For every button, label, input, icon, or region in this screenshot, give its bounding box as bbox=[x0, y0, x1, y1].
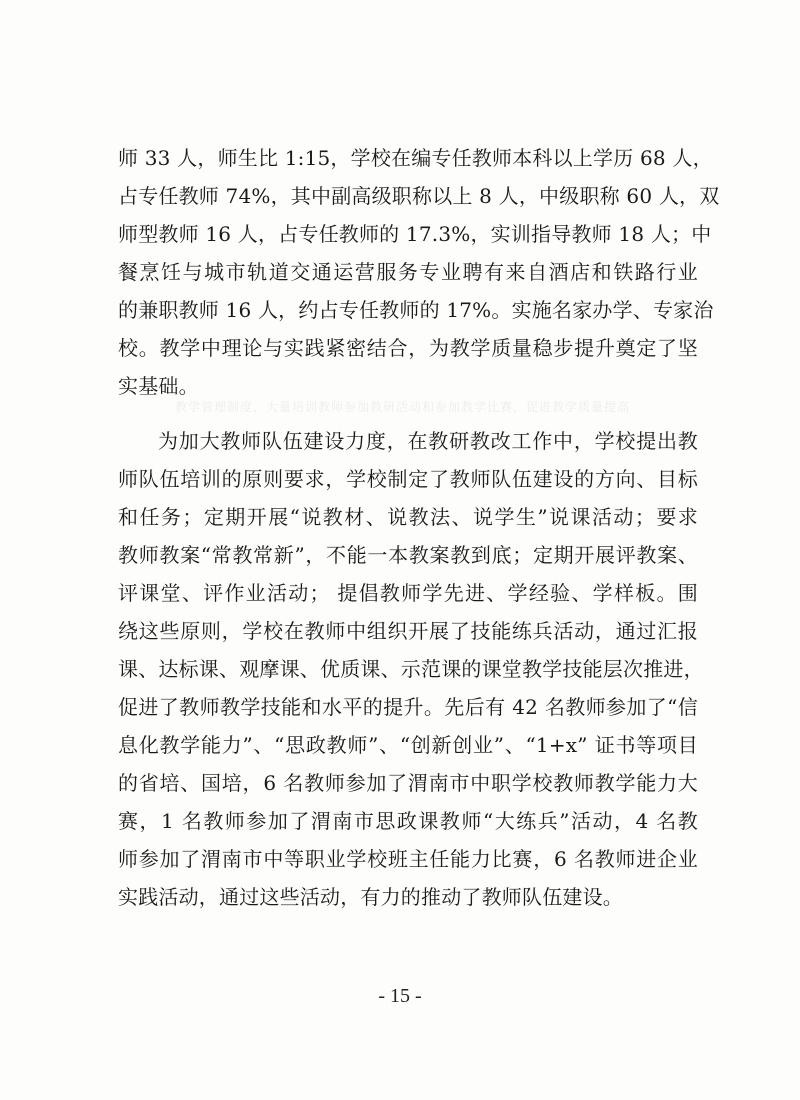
text-line: 师参加了渭南市中等职业学校班主任能力比赛，6 名教师进企业 bbox=[118, 847, 698, 871]
text-line: 绕这些原则，学校在教师中组织开展了技能练兵活动，通过汇报 bbox=[118, 619, 698, 643]
text-line: 为加大教师队伍建设力度，在教研教改工作中，学校提出教 bbox=[158, 429, 698, 453]
text-line: 评课堂、评作业活动； 提倡教师学先进、学经验、学样板。围 bbox=[118, 581, 698, 605]
text-line: 实践活动，通过这些活动，有力的推动了教师队伍建设。 bbox=[118, 885, 623, 909]
text-line: 教师教案“常教常新”，不能一本教案教到底；定期开展评教案、 bbox=[118, 543, 698, 567]
text-line: 餐烹饪与城市轨道交通运营服务专业聘有来自酒店和铁路行业 bbox=[118, 260, 698, 284]
text-line: 师队伍培训的原则要求，学校制定了教师队伍建设的方向、目标 bbox=[118, 467, 698, 491]
text-line: 校。教学中理论与实践紧密结合，为教学质量稳步提升奠定了坚 bbox=[118, 336, 698, 360]
bleed-through-text: 教学管理制度，大量培训教师参加教研活动和参加教学比赛，促进教学质量提高 bbox=[175, 400, 631, 414]
text-line: 赛，1 名教师参加了渭南市思政课教师“大练兵”活动，4 名教 bbox=[118, 809, 698, 833]
text-line: 的省培、国培，6 名教师参加了渭南市中职学校教师教学能力大 bbox=[118, 771, 698, 795]
text-line: 和任务；定期开展“说教材、说教法、说学生”说课活动；要求 bbox=[118, 505, 698, 529]
text-line: 占专任教师 74%，其中副高级职称以上 8 人，中级职称 60 人，双 bbox=[118, 184, 720, 208]
page-number: - 15 - bbox=[378, 985, 422, 1007]
text-line: 师型教师 16 人，占专任教师的 17.3%，实训指导教师 18 人；中 bbox=[118, 222, 712, 246]
text-line: 息化教学能力”、“思政教师”、“创新创业”、“1+x” 证书等项目 bbox=[118, 733, 698, 757]
text-line: 师 33 人，师生比 1:15，学校在编专任教师本科以上学历 68 人， bbox=[118, 146, 713, 170]
text-line: 的兼职教师 16 人，约占专任教师的 17%。实施名家办学、专家治 bbox=[118, 298, 714, 322]
text-line: 促进了教师教学技能和水平的提升。先后有 42 名教师参加了“信 bbox=[118, 695, 698, 719]
text-line: 实基础。 bbox=[118, 374, 199, 398]
text-line: 课、达标课、观摩课、优质课、示范课的课堂教学技能层次推进， bbox=[118, 657, 704, 681]
